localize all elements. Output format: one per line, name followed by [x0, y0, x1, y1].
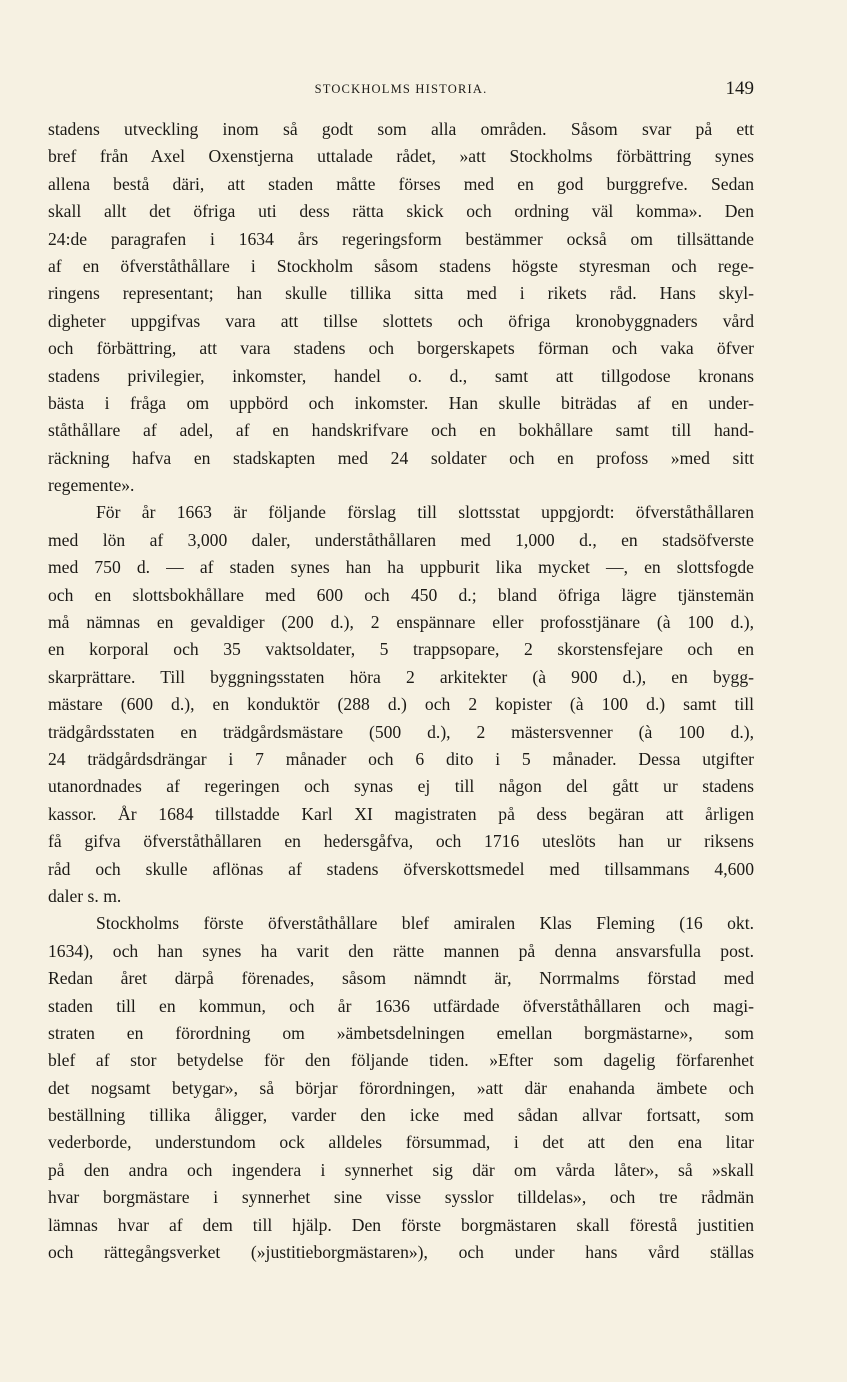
text-line: straten en förordning om »ämbetsdelningen emellan borgmästarne», som — [48, 1022, 754, 1043]
text-line: på den andra och ingendera i synnerhet sig där om vårda låter», så »skall — [48, 1159, 754, 1180]
text-line: staden till en kommun, och år 1636 utfärdade öfverståthållaren och magi- — [48, 995, 754, 1016]
text-line: af en öfverståthållare i Stockholm såsom stadens högste styresman och rege- — [48, 255, 754, 276]
text-line: 1634), och han synes ha varit den rätte mannen på denna ansvarsfulla post. — [48, 940, 754, 961]
text-line: kassor. År 1684 tillstadde Karl XI magistraten på dess begäran att årligen — [48, 803, 754, 824]
text-line: ståthållare af adel, af en handskrifvare och en bokhållare samt till hand- — [48, 420, 754, 441]
text-line: För år 1663 är följande förslag till slottsstat uppgjordt: öfverståthållaren — [96, 502, 754, 523]
text-line: trädgårdsstaten en trädgårdsmästare (500 d.), 2 mästersvenner (à 100 d.), — [48, 721, 754, 742]
text-line: beställning tillika åligger, varder den icke med sådan allvar fortsatt, som — [48, 1105, 754, 1126]
text-line: digheter uppgifvas vara att tillse slottets och öfriga kronobyggnaders vård — [48, 310, 754, 331]
text-line: Stockholms förste öfverståthållare blef amiralen Klas Fleming (16 okt. — [96, 913, 754, 934]
text-line: vederborde, understundom ock alldeles försummad, i det att den ena litar — [48, 1132, 754, 1153]
text-line: skall allt det öfriga uti dess rätta skick och ordning väl komma». Den — [48, 201, 754, 222]
text-line: hvar borgmästare i synnerhet sine visse sysslor tilldelas», och tre rådmän — [48, 1187, 754, 1208]
text-line: daler s. m. — [48, 885, 122, 906]
text-line: regemente». — [48, 475, 135, 496]
text-line: det nogsamt betygar», så börjar förordningen, »att där enahanda ämbete och — [48, 1077, 754, 1098]
text-line: skarprättare. Till byggningsstaten höra 2 arkitekter (à 900 d.), en bygg- — [48, 666, 754, 687]
text-line: Redan året därpå förenades, såsom nämndt är, Norrmalms förstad med — [48, 968, 754, 989]
text-line: och rättegångsverket (»justitieborgmästaren»), och under hans vård ställas — [48, 1242, 754, 1263]
text-line: allena bestå däri, att staden måtte förses med en god burggrefve. Sedan — [48, 173, 754, 194]
text-line: stadens utveckling inom så godt som alla områden. Såsom svar på ett — [48, 119, 754, 139]
text-line: bästa i fråga om uppbörd och inkomster. Han skulle biträdas af en under- — [48, 392, 754, 413]
text-line: 24 trädgårdsdrängar i 7 månader och 6 dito i 5 månader. Dessa utgifter — [48, 748, 754, 769]
text-line: blef af stor betydelse för den följande tiden. »Efter som dagelig förfarenhet — [48, 1050, 754, 1071]
text-line: lämnas hvar af dem till hjälp. Den förste borgmästaren skall förestå justitien — [48, 1214, 754, 1235]
text-line: utanordnades af regeringen och synas ej till någon del gått ur stadens — [48, 776, 754, 797]
text-line: råd och skulle aflönas af stadens öfverskottsmedel med tillsammans 4,600 — [48, 858, 754, 879]
page-header — [48, 78, 754, 102]
running-title: STOCKHOLMS HISTORIA. — [314, 82, 488, 96]
text-line: med lön af 3,000 daler, underståthållaren med 1,000 d., en stadsöfverste — [48, 529, 754, 550]
text-line: 24:de paragrafen i 1634 års regeringsform bestämmer också om tillsättande — [48, 228, 754, 249]
body-text — [48, 116, 754, 1266]
text-line: mästare (600 d.), en konduktör (288 d.) och 2 kopister (à 100 d.) samt till — [48, 694, 754, 715]
text-line: ringens representant; han skulle tillika sitta med i rikets råd. Hans skyl- — [48, 283, 754, 304]
text-line: få gifva öfverståthållaren en hedersgåfva, och 1716 uteslöts han ur riksens — [48, 831, 754, 852]
text-line: och en slottsbokhållare med 600 och 450 d.; bland öfriga lägre tjänstemän — [48, 584, 754, 605]
text-line: med 750 d. — af staden synes han ha uppburit lika mycket —, en slottsfogde — [48, 557, 754, 578]
text-line: räckning hafva en stadskapten med 24 soldater och en profoss »med sitt — [48, 447, 754, 468]
text-line: och förbättring, att vara stadens och borgerskapets förman och vaka öfver — [48, 338, 754, 359]
text-line: stadens privilegier, inkomster, handel o. d., samt att tillgodose kronans — [48, 365, 754, 386]
text-line: en korporal och 35 vaktsoldater, 5 trappsopare, 2 skorstensfejare och en — [48, 639, 754, 660]
text-line: må nämnas en gevaldiger (200 d.), 2 enspännare eller profosstjänare (à 100 d.), — [48, 612, 754, 633]
text-line: bref från Axel Oxenstjerna uttalade rådet, »att Stockholms förbättring synes — [48, 146, 754, 167]
page-number: 149 — [725, 78, 754, 99]
